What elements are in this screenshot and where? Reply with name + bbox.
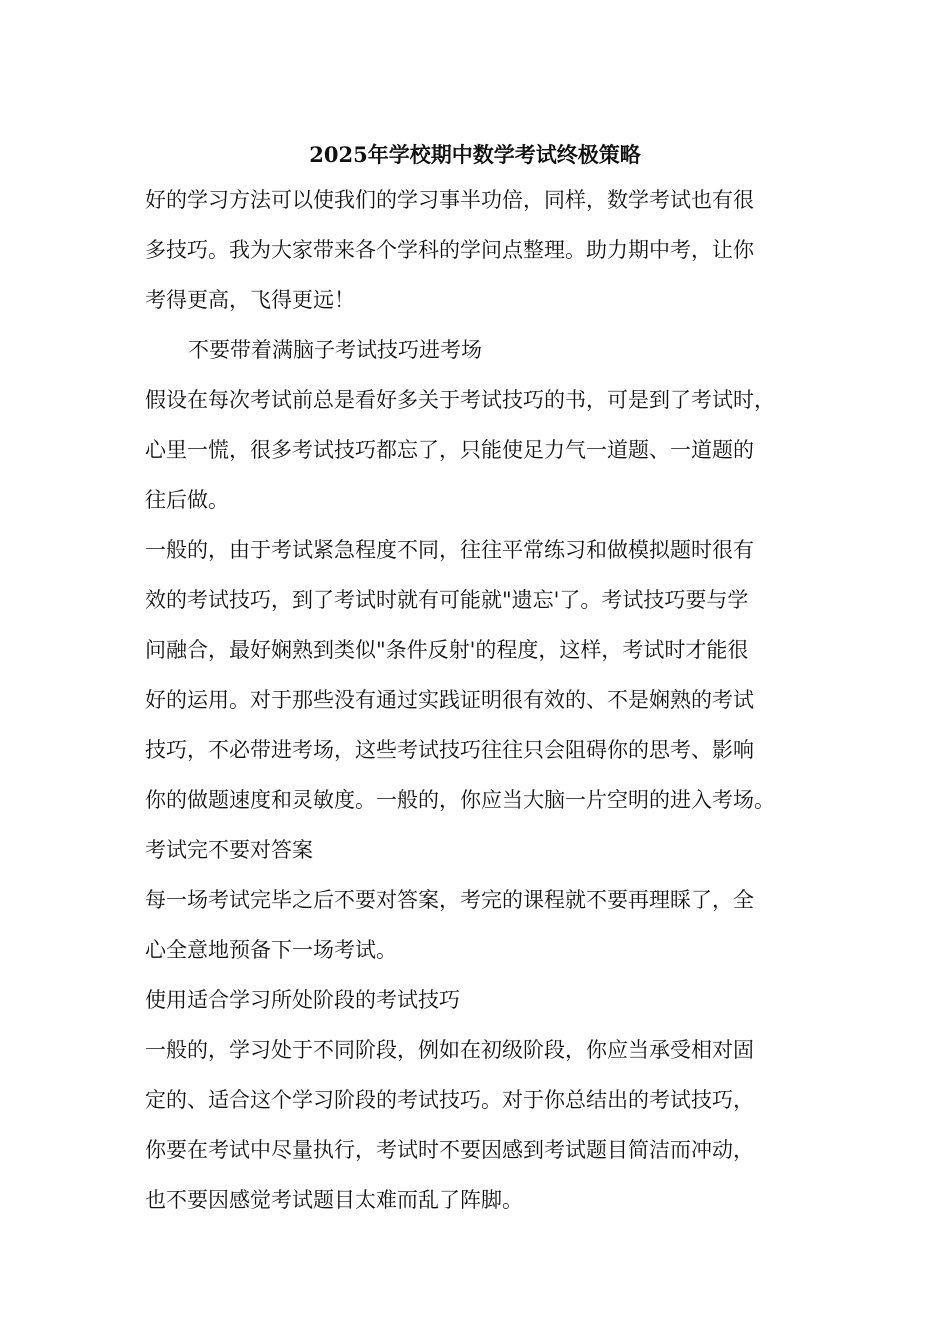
paragraph-line: 假设在每次考试前总是看好多关于考试技巧的书，可是到了考试时， [145,388,775,412]
paragraph-line: 往后做。 [145,488,229,512]
section-heading: 使用适合学习所处阶段的考试技巧 [145,988,460,1012]
paragraph-line: 多技巧。我为大家带来各个学科的学问点整理。助力期中考，让你 [145,238,754,262]
paragraph-line: 好的运用。对于那些没有通过实践证明很有效的、不是娴熟的考试 [145,688,754,712]
paragraph-line: 效的考试技巧，到了考试时就有可能就"遗忘'了。考试技巧要与学 [145,588,749,612]
paragraph-line: 考得更高，飞得更远！ [145,288,355,312]
paragraph-line: 每一场考试完毕之后不要对答案，考完的课程就不要再理睬了，全 [145,888,754,912]
paragraph-line: 一般的，学习处于不同阶段，例如在初级阶段，你应当承受相对固 [145,1038,754,1062]
section-heading: 考试完不要对答案 [145,838,313,862]
paragraph-line: 也不要因感觉考试题目太难而乱了阵脚。 [145,1188,523,1212]
paragraph-line: 好的学习方法可以使我们的学习事半功倍，同样，数学考试也有很 [145,188,754,212]
paragraph-line: 你要在考试中尽量执行，考试时不要因感到考试题目简洁而冲动， [145,1138,754,1162]
paragraph-line: 心里一慌，很多考试技巧都忘了，只能使足力气一道题、一道题的 [145,438,754,462]
section-heading: 不要带着满脑子考试技巧进考场 [188,338,482,362]
paragraph-line: 定的、适合这个学习阶段的考试技巧。对于你总结出的考试技巧， [145,1088,754,1112]
paragraph-line: 技巧，不必带进考场，这些考试技巧往往只会阻碍你的思考、影响 [145,738,754,762]
paragraph-line: 一般的，由于考试紧急程度不同，往往平常练习和做模拟题时很有 [145,538,754,562]
paragraph-line: 你的做题速度和灵敏度。一般的，你应当大脑一片空明的进入考场。 [145,788,775,812]
paragraph-line: 问融合，最好娴熟到类似"条件反射'的程度，这样，考试时才能很 [145,638,749,662]
paragraph-line: 心全意地预备下一场考试。 [145,938,397,962]
document-title: 2025年学校期中数学考试终极策略 [309,142,641,167]
